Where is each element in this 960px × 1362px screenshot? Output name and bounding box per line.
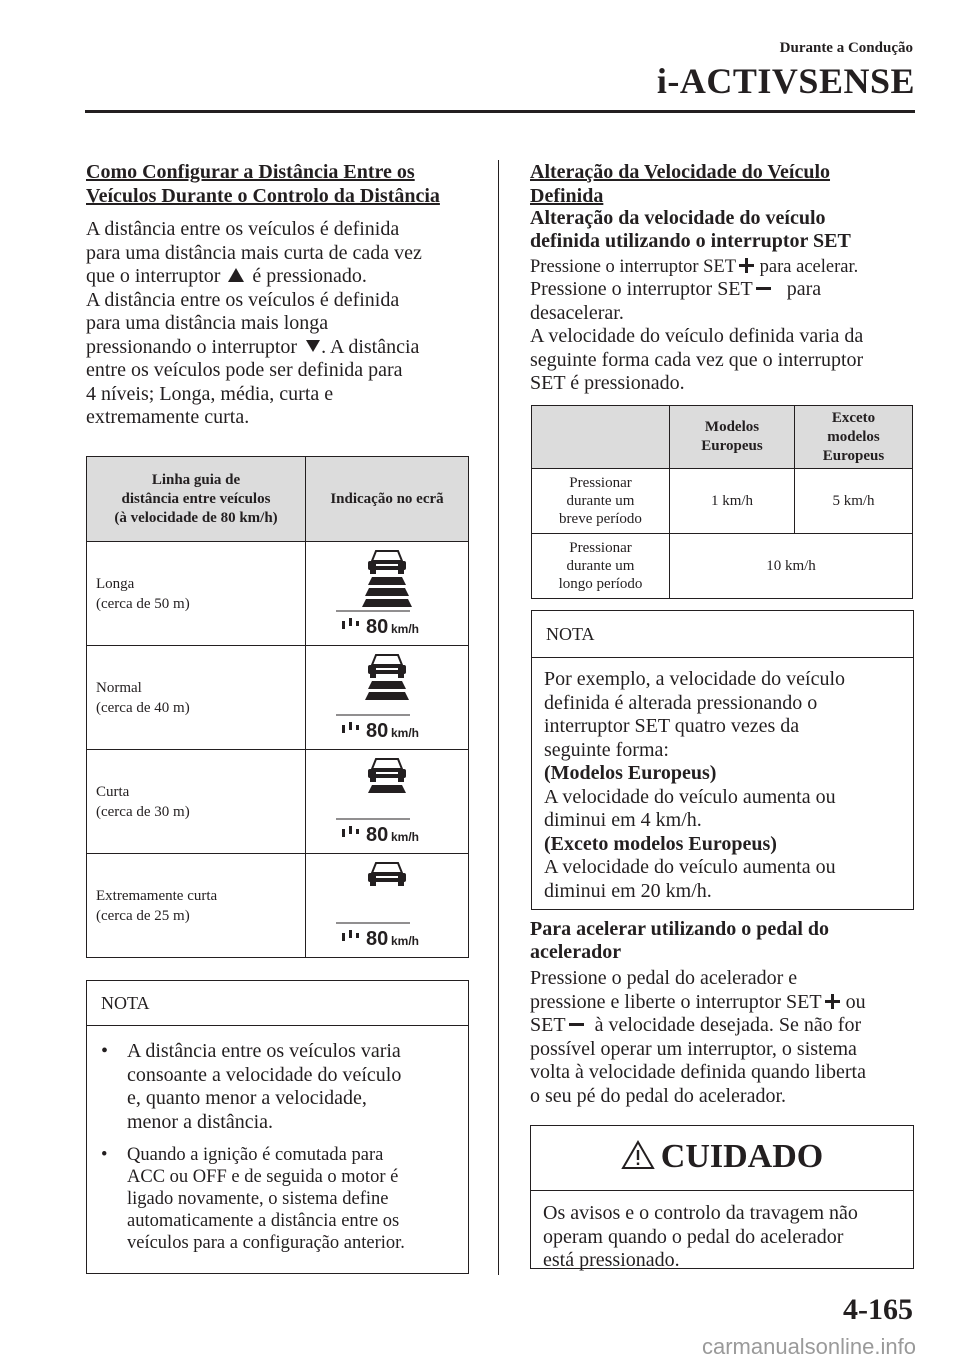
text-line: A velocidade do veículo aumenta ou — [544, 856, 836, 878]
radar-icon — [342, 826, 359, 837]
text-line: o seu pé do pedal do acelerador. — [530, 1084, 787, 1107]
speed-value: 80 — [366, 824, 389, 845]
radar-icon — [342, 930, 359, 941]
text-line — [530, 991, 930, 1015]
text-line: Os avisos e o controlo da travagem não — [543, 1202, 858, 1224]
right-heading — [530, 160, 920, 208]
table-header — [795, 406, 913, 469]
text-line: operam quando o pedal do acelerador — [543, 1225, 844, 1248]
text-fragment: ou — [840, 990, 866, 1013]
table-header-empty — [532, 406, 670, 469]
header-line: modelos — [827, 428, 880, 445]
table-row — [87, 854, 469, 958]
table-header: Indicação no ecrã — [306, 457, 469, 542]
text-line: seguinte forma: — [544, 738, 669, 761]
speed-unit: km/h — [391, 934, 420, 948]
distance-table — [86, 456, 469, 958]
left-paragraph — [86, 218, 486, 430]
text-line: definida é alterada pressionando o — [544, 691, 818, 714]
caution-header — [531, 1126, 913, 1191]
table-row — [87, 542, 469, 646]
table-header — [670, 406, 795, 469]
car-icon — [368, 759, 406, 782]
label-line: Pressionar — [569, 475, 632, 491]
text-line: Pressione o pedal do acelerador e — [530, 967, 798, 989]
text-line: veículos para a configuração anterior. — [127, 1233, 405, 1253]
text-line: Quando a ignição é comutada para — [127, 1145, 384, 1165]
text-line — [86, 265, 486, 289]
subheading-line: Para acelerar utilizando o pedal do — [530, 918, 830, 940]
text-line: ligado novamente, o sistema define — [127, 1189, 389, 1209]
header-line: Europeus — [701, 438, 763, 454]
text-line — [86, 336, 486, 360]
text-fragment: Pressione o interruptor SET — [530, 278, 753, 300]
radar-icon — [342, 722, 359, 733]
text-line: A distância entre os veículos é definida — [86, 218, 400, 240]
speed-value: 80 — [366, 928, 389, 949]
speed-unit: km/h — [391, 622, 420, 636]
header-line: Europeus — [822, 447, 885, 464]
distance-bar — [368, 681, 406, 689]
triangle-up-icon — [227, 267, 245, 283]
text-line: diminui em 4 km/h. — [544, 809, 702, 831]
note-title: NOTA — [532, 611, 913, 658]
distance-bars-icon — [368, 785, 406, 793]
right-paragraph — [530, 256, 930, 396]
heading-line: Veículos Durante o Controlo da Distância — [86, 185, 440, 207]
text-line — [530, 1014, 930, 1038]
speed-value: 80 — [366, 616, 389, 637]
label-sub: (cerca de 30 m) — [96, 803, 190, 820]
display-indicator — [306, 646, 469, 750]
header-line: (à velocidade de 80 km/h) — [114, 509, 278, 526]
display-indicator — [306, 750, 469, 854]
column-divider — [498, 160, 499, 1275]
row-label — [87, 646, 306, 750]
table-row — [87, 750, 469, 854]
row-label — [87, 854, 306, 958]
text-line: interruptor SET quatro vezes da — [544, 715, 800, 737]
text-line: volta à velocidade definida quando liberta — [530, 1061, 866, 1083]
text-fragment: para — [771, 278, 822, 300]
note-body — [532, 668, 913, 903]
heading-line: Como Configurar a Distância Entre os — [86, 161, 415, 183]
text-line: para uma distância mais longa — [86, 312, 329, 334]
plus-icon — [738, 257, 755, 274]
subheading-line: acelerador — [530, 941, 622, 963]
label-line: longo período — [558, 576, 643, 592]
text-line: Por exemplo, a velocidade do veículo — [544, 668, 846, 690]
text-line: automaticamente a distância entre os — [127, 1211, 400, 1231]
header-line: distância entre veículos — [121, 490, 271, 507]
text-fragment: . A distância — [321, 335, 420, 358]
row-label — [87, 542, 306, 646]
row-label — [532, 469, 670, 534]
text-line: está pressionado. — [543, 1249, 680, 1271]
label-sub: (cerca de 25 m) — [96, 907, 190, 924]
text-line: possível operar um interruptor, o sistema — [530, 1037, 857, 1060]
accel-heading — [530, 918, 930, 964]
text-fragment: pressionando o interruptor — [86, 335, 298, 358]
text-line: desacelerar. — [530, 301, 624, 324]
note-title: NOTA — [87, 981, 468, 1026]
text-line: consoante a velocidade do veículo — [127, 1063, 402, 1086]
car-icon — [368, 551, 406, 574]
label-text: Extremamente curta — [96, 887, 218, 904]
note-bullet — [87, 1144, 468, 1254]
table-row — [532, 469, 913, 534]
row-label — [87, 750, 306, 854]
car-icon — [368, 863, 406, 886]
speed-unit: km/h — [391, 830, 420, 844]
distance-bar — [368, 785, 406, 793]
bullet-dot: • — [101, 1040, 109, 1062]
table-cell: 5 km/h — [795, 469, 913, 534]
text-line — [530, 278, 930, 302]
distance-indicator-icon — [332, 649, 442, 741]
text-line: (Modelos Europeus) — [544, 762, 717, 784]
note-box — [531, 610, 914, 910]
label-line: breve período — [559, 511, 642, 527]
row-label — [532, 534, 670, 599]
distance-bars-icon — [362, 577, 412, 607]
label-line: durante um — [566, 493, 635, 509]
label-text: Curta — [96, 783, 130, 800]
section-title: Durante a Condução — [779, 40, 913, 56]
label-text: Longa — [96, 575, 135, 592]
label-line: durante um — [566, 558, 635, 574]
text-line: extremamente curta. — [86, 406, 250, 428]
display-indicator — [306, 542, 469, 646]
triangle-down-icon — [305, 339, 321, 353]
table-header — [87, 457, 306, 542]
header-line: Linha guia de — [151, 471, 241, 488]
caution-box — [530, 1125, 914, 1269]
text-fragment: que o interruptor — [86, 265, 221, 287]
text-fragment: para acelerar. — [755, 257, 859, 277]
text-line: A distância entre os veículos é definida — [86, 288, 400, 311]
text-fragment: pressione e liberte o interruptor SET — [530, 990, 822, 1013]
label-line: Pressionar — [569, 540, 632, 556]
table-row — [87, 646, 469, 750]
text-line: entre os veículos pode ser definida para — [86, 359, 403, 381]
text-line: (Exceto modelos Europeus) — [544, 832, 777, 855]
text-line: 4 níveis; Longa, média, curta e — [86, 382, 334, 405]
text-fragment: Pressione o interruptor SET — [530, 257, 737, 277]
text-line: A velocidade do veículo definida varia da — [530, 325, 864, 347]
speed-table — [531, 405, 913, 599]
distance-indicator-icon — [332, 545, 442, 637]
speed-value: 80 — [366, 720, 389, 741]
right-subheading — [530, 207, 930, 253]
bullet-dot: • — [101, 1145, 108, 1165]
text-line: seguinte forma cada vez que o interruptor — [530, 348, 864, 371]
text-line: diminui em 20 km/h. — [544, 879, 712, 902]
radar-icon — [342, 618, 359, 629]
text-fragment: SET — [530, 1014, 566, 1036]
header-rule — [85, 110, 915, 113]
table-row — [532, 534, 913, 599]
warning-icon — [621, 1140, 655, 1170]
text-line: e, quanto menor a velocidade, — [127, 1087, 367, 1109]
distance-bars-icon — [365, 681, 409, 700]
label-sub: (cerca de 40 m) — [96, 699, 190, 716]
plus-icon — [824, 993, 841, 1010]
page-number: 4-165 — [843, 1293, 913, 1326]
display-indicator — [306, 854, 469, 958]
text-fragment: à velocidade desejada. Se não for — [584, 1014, 862, 1036]
text-line: ACC ou OFF e de seguida o motor é — [127, 1167, 399, 1187]
accel-paragraph — [530, 967, 930, 1108]
distance-indicator-icon — [332, 857, 442, 949]
text-line: menor a distância. — [127, 1110, 274, 1133]
distance-bar — [365, 588, 409, 596]
text-line: para uma distância mais curta de cada vez — [86, 241, 422, 264]
minus-icon — [568, 1016, 585, 1033]
text-line: A distância entre os veículos varia — [127, 1040, 401, 1062]
distance-bar — [368, 577, 406, 585]
text-line: SET é pressionado. — [530, 372, 685, 394]
table-cell: 10 km/h — [670, 534, 913, 599]
subheading-line: Alteração da velocidade do veículo — [530, 207, 826, 229]
distance-bar — [365, 692, 409, 700]
distance-bar — [362, 599, 412, 607]
minus-icon — [755, 280, 772, 297]
caution-title: CUIDADO — [660, 1138, 824, 1175]
note-bullet — [87, 1040, 468, 1134]
chapter-title: i-ACTIVSENSE — [656, 61, 915, 101]
label-sub: (cerca de 50 m) — [96, 595, 190, 612]
distance-indicator-icon — [332, 753, 442, 845]
table-cell: 1 km/h — [670, 469, 795, 534]
text-line: A velocidade do veículo aumenta ou — [544, 785, 836, 808]
speed-unit: km/h — [391, 726, 420, 740]
watermark: carmanualsonline.info — [701, 1334, 916, 1359]
text-fragment: é pressionado. — [252, 265, 367, 287]
subheading-line: definida utilizando o interruptor SET — [530, 230, 851, 252]
note-box — [86, 980, 469, 1274]
text-line — [530, 256, 930, 278]
heading-line: Definida — [530, 185, 604, 207]
header-line: Modelos — [704, 419, 760, 435]
caution-body — [531, 1202, 913, 1273]
heading-line: Alteração da Velocidade do Veículo — [530, 161, 831, 183]
car-icon — [368, 655, 406, 678]
label-text: Normal — [96, 679, 142, 696]
header-line: Exceto — [831, 409, 876, 426]
left-heading — [86, 160, 476, 208]
